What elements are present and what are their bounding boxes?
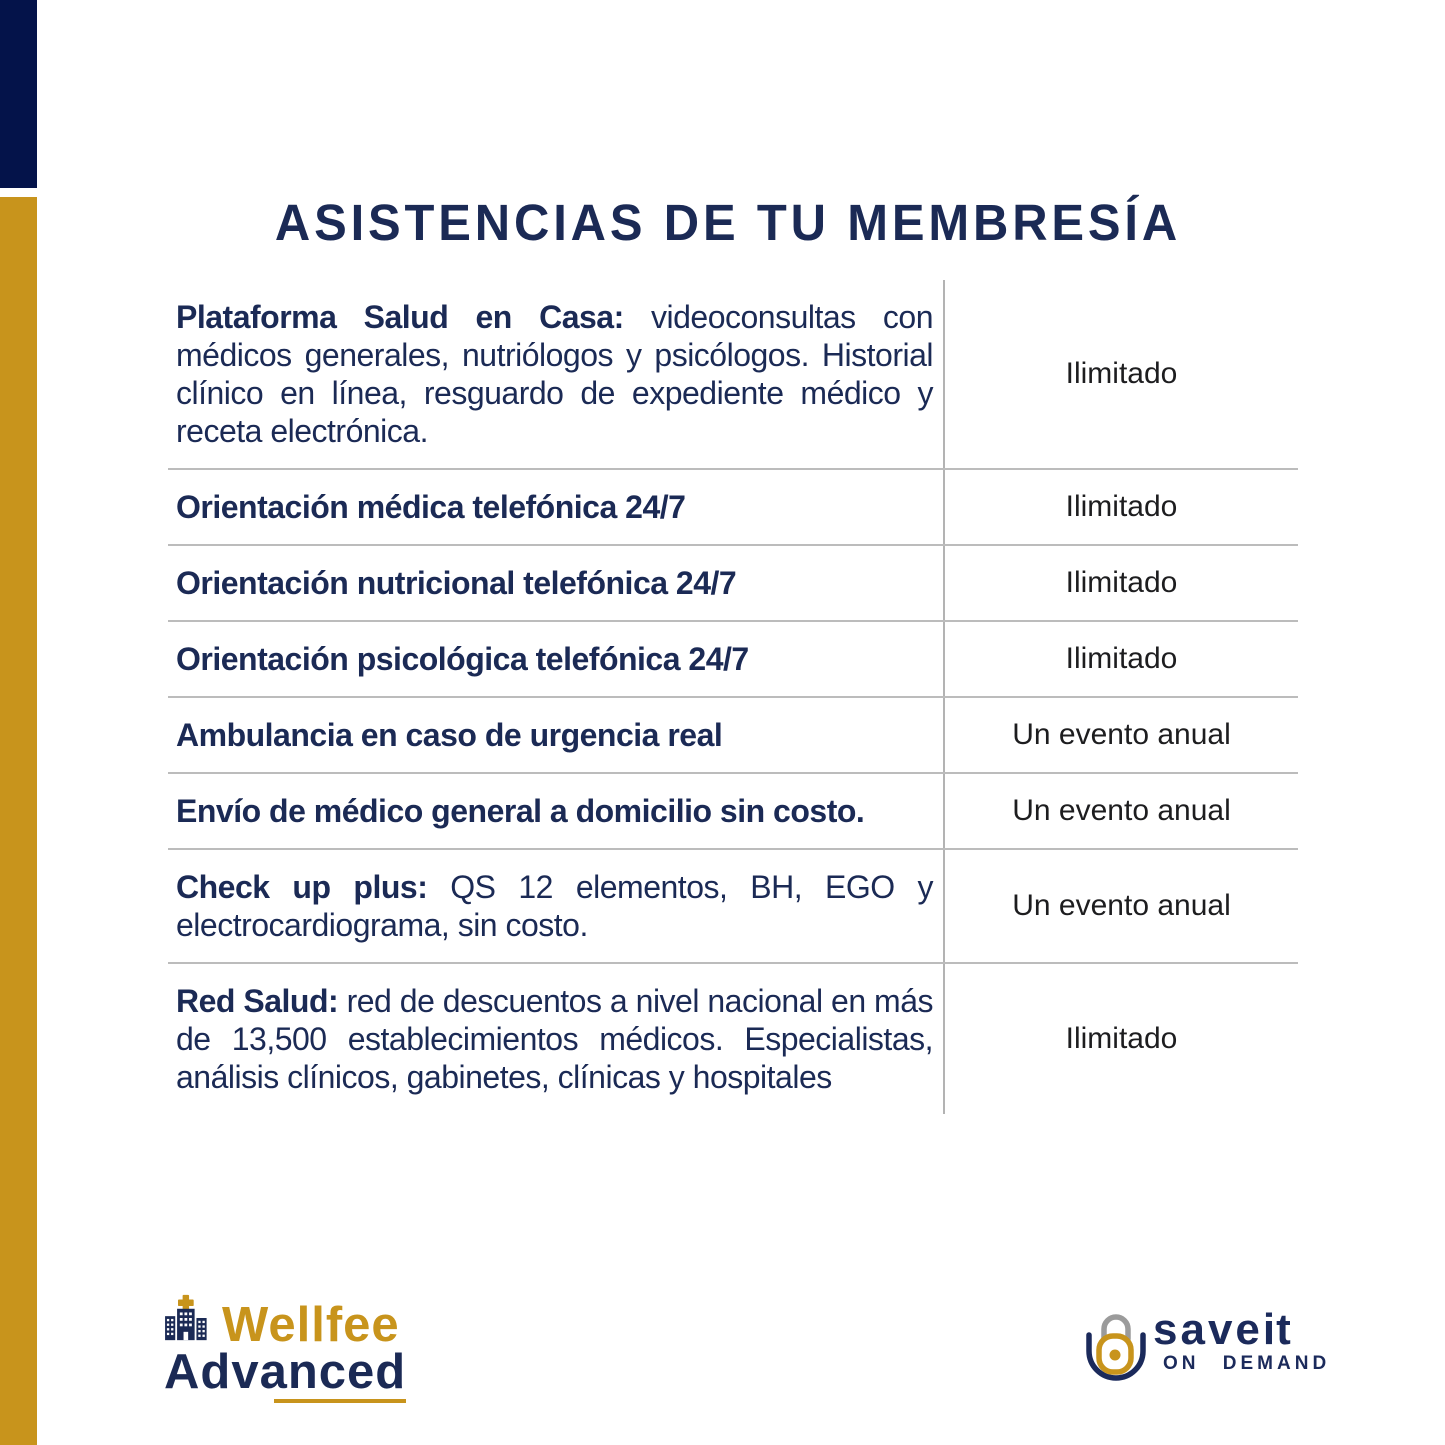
benefit-text: red de descuentos a nivel nacional en más de 13,500 establecimientos médicos. Especialistas, análisis clínicos, gabinetes, clínicas y hospitales [176, 983, 934, 1095]
table-row [168, 962, 1298, 1114]
saveit-name-save: save [1153, 1305, 1263, 1354]
table-row [168, 696, 1298, 772]
benefit-cell [168, 280, 943, 468]
benefit-cell [168, 850, 943, 962]
table-row [168, 280, 1298, 468]
table-row [168, 544, 1298, 620]
table-row [168, 620, 1298, 696]
wellfee-name: Wellfee [222, 1298, 400, 1352]
table-row [168, 468, 1298, 544]
benefit-text: videoconsultas con médicos generales, nutriólogos y psicólogos. Historial clínico en línea, resguardo de expediente médico y receta electrónica. [176, 299, 934, 449]
saveit-name [1153, 1305, 1330, 1354]
saveit-tagline: ON DEMAND [1163, 1353, 1331, 1374]
saveit-logo [1083, 1303, 1330, 1388]
benefit-text: QS 12 elementos, BH, EGO y electrocardiograma, sin costo. [176, 869, 934, 943]
benefit-cell [168, 774, 943, 848]
benefit-lead: Orientación médica telefónica 24/7 [176, 489, 686, 525]
benefit-cell [168, 964, 943, 1114]
benefit-cell [168, 470, 943, 544]
value-cell: Ilimitado [943, 964, 1298, 1114]
benefit-lead: Plataforma Salud en Casa: [176, 299, 624, 335]
padlock-mic-icon [1083, 1303, 1149, 1388]
value-cell: Ilimitado [943, 470, 1298, 544]
page-title: ASISTENCIAS DE TU MEMBRESÍA [274, 194, 1182, 251]
value-cell: Un evento anual [943, 698, 1298, 772]
wellfee-tier: Advanced [164, 1345, 407, 1399]
wellfee-underline [274, 1399, 406, 1403]
benefit-lead: Ambulancia en caso de urgencia real [176, 717, 723, 753]
benefit-cell [168, 622, 943, 696]
benefit-cell [168, 698, 943, 772]
left-accent-bar-navy [0, 0, 37, 188]
wellfee-logo [164, 1294, 406, 1403]
left-accent-bar-gold [0, 197, 37, 1445]
value-cell: Un evento anual [943, 774, 1298, 848]
value-cell: Ilimitado [943, 622, 1298, 696]
benefit-lead: Envío de médico general a domicilio sin costo. [176, 793, 865, 829]
benefits-table [168, 280, 1298, 1114]
value-cell: Un evento anual [943, 850, 1298, 962]
benefit-lead: Orientación psicológica telefónica 24/7 [176, 641, 749, 677]
hospital-icon [164, 1294, 216, 1347]
benefit-cell [168, 546, 943, 620]
benefit-lead: Check up plus: [176, 869, 428, 905]
value-cell: Ilimitado [943, 280, 1298, 468]
value-cell: Ilimitado [943, 546, 1298, 620]
table-row [168, 772, 1298, 848]
benefit-lead: Orientación nutricional telefónica 24/7 [176, 565, 737, 601]
saveit-name-it: it [1262, 1305, 1292, 1354]
benefit-lead: Red Salud: [176, 983, 339, 1019]
table-row [168, 848, 1298, 962]
